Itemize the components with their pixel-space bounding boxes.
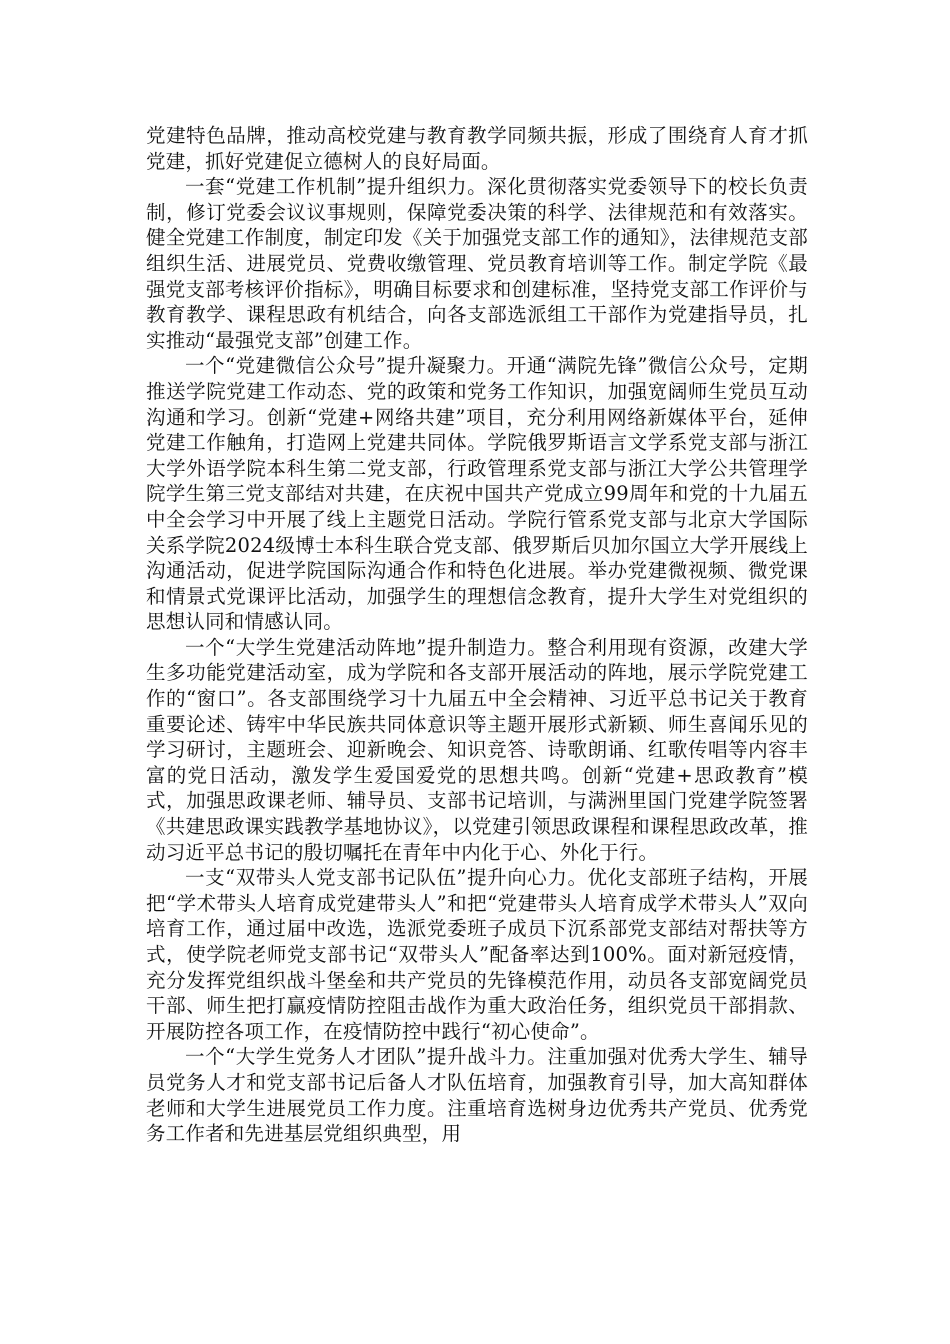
paragraph-continuation: 党建特色品牌，推动高校党建与教育教学同频共振，形成了围绕育人育才抓党建，抓好党建促立德树人的良好局面。	[146, 124, 808, 173]
paragraph-party-work-mechanism: 一套“党建工作机制”提升组织力。深化贯彻落实党委领导下的校长负责制，修订党委会议议事规则，保障党委决策的科学、法律规范和有效落实。健全党建工作制度，制定印发《关于加强党支部工作的通知》，法律规范支部组织生活、进展党员、党费收缴管理、党员教育培训等工作。制定学院《最强党支部考核评价指标》，明确目标要求和创建标准，坚持党支部工作评价与教育教学、课程思政有机结合，向各支部选派组工干部作为党建指导员，扎实推动“最强党支部”创建工作。	[146, 175, 808, 352]
paragraph-activity-base: 一个“大学生党建活动阵地”提升制造力。整合利用现有资源，改建大学生多功能党建活动室，成为学院和各支部开展活动的阵地，展示学院党建工作的“窗口”。各支部围绕学习十九届五中全会精神、习近平总书记关于教育重要论述、铸牢中华民族共同体意识等主题开展形式新颖、师生喜闻乐见的学习研讨，主题班会、迎新晚会、知识竞答、诗歌朗诵、红歌传唱等内容丰富的党日活动，激发学生爱国爱党的思想共鸣。创新“党建+思政教育”模式，加强思政课老师、辅导员、支部书记培训，与满洲里国门党建学院签署《共建思政课实践教学基地协议》，以党建引领思政课程和课程思政改革，推动习近平总书记的殷切嘱托在青年中内化于心、外化于行。	[146, 635, 808, 864]
paragraph-talent-team: 一个“大学生党务人才团队”提升战斗力。注重加强对优秀大学生、辅导员党务人才和党支部书记后备人才队伍培育，加强教育引导，加大高知群体老师和大学生进展党员工作力度。注重培育选树身边优秀共产党员、优秀党务工作者和先进基层党组织典型，用	[146, 1045, 808, 1146]
document-body	[146, 123, 808, 1147]
paragraph-wechat-account: 一个“党建微信公众号”提升凝聚力。开通“满院先锋”微信公众号，定期推送学院党建工作动态、党的政策和党务工作知识，加强宽阔师生党员互动沟通和学习。创新“党建+网络共建”项目，充分利用网络新媒体平台，延伸党建工作触角，打造网上党建共同体。学院俄罗斯语言文学系党支部与浙江大学外语学院本科生第二党支部，行政管理系党支部与浙江大学公共管理学院学生第三党支部结对共建，在庆祝中国共产党成立99周年和党的十九届五中全会学习中开展了线上主题党日活动。学院行管系党支部与北京大学国际关系学院2024级博士本科生联合党支部、俄罗斯后贝加尔国立大学开展线上沟通活动，促进学院国际沟通合作和特色化进展。举办党建微视频、微党课和情景式党课评比活动，加强学生的理想信念教育，提升大学生对党组织的思想认同和情感认同。	[146, 354, 808, 634]
paragraph-double-leader-team: 一支“双带头人党支部书记队伍”提升向心力。优化支部班子结构，开展把“学术带头人培育成党建带头人”和把“党建带头人培育成学术带头人”双向培育工作，通过届中改选，选派党委班子成员下沉系部党支部结对帮扶等方式，使学院老师党支部书记“双带头人”配备率达到100%。面对新冠疫情，充分发挥党组织战斗堡垒和共产党员的先锋模范作用，动员各支部宽阔党员干部、师生把打赢疫情防控阻击战作为重大政治任务，组织党员干部捐款、开展防控各项工作，在疫情防控中践行“初心使命”。	[146, 866, 808, 1043]
